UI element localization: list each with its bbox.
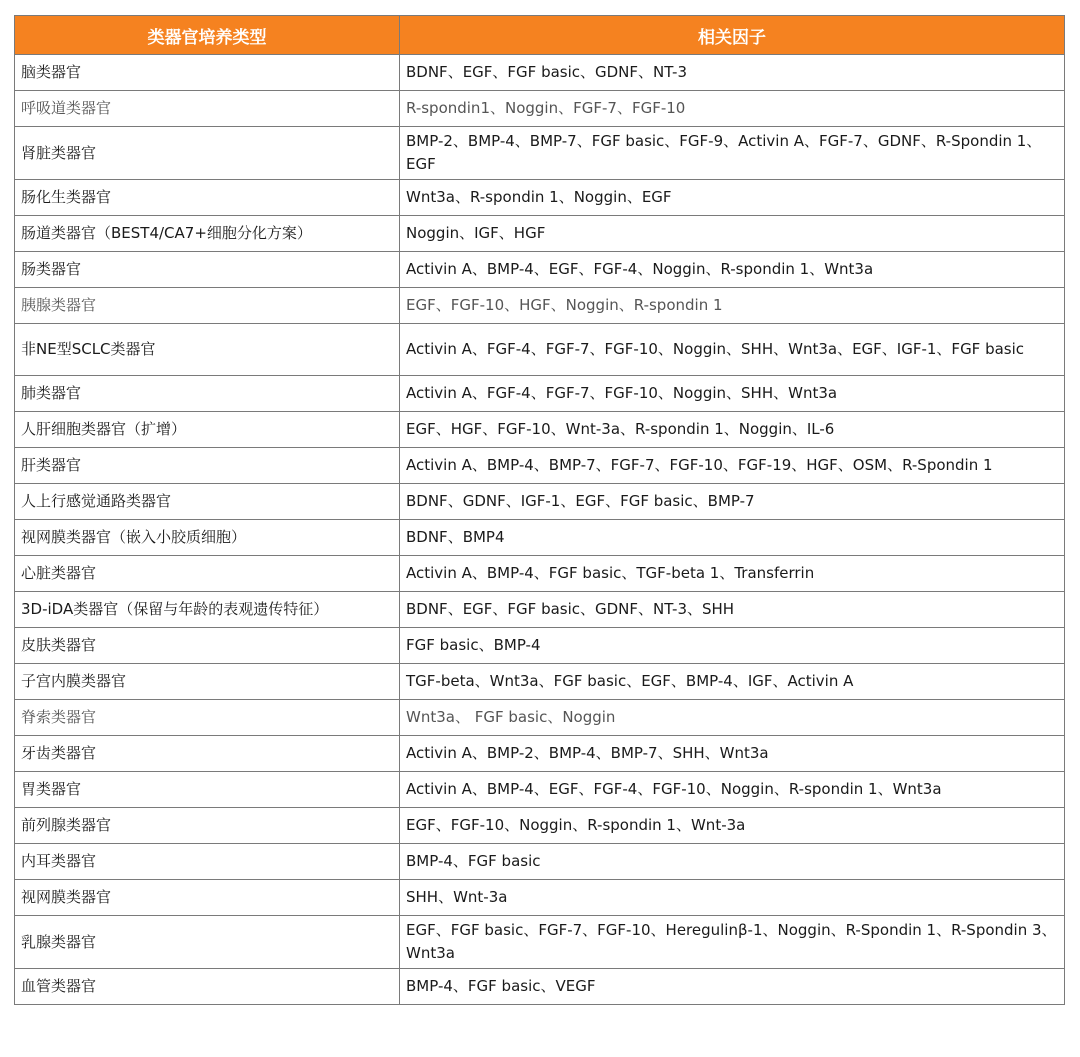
related-factors-cell: Activin A、BMP-4、EGF、FGF-4、FGF-10、Noggin、R-spondin 1、Wnt3a: [400, 772, 1065, 808]
related-factors-cell: TGF-beta、Wnt3a、FGF basic、EGF、BMP-4、IGF、Activin A: [400, 664, 1065, 700]
organoid-type-cell: 心脏类器官: [15, 556, 400, 592]
related-factors-cell: EGF、FGF basic、FGF-7、FGF-10、Heregulinβ-1、Noggin、R-Spondin 1、R-Spondin 3、Wnt3a: [400, 916, 1065, 969]
table-row: [15, 592, 1065, 628]
organoid-type-cell: 胰腺类器官: [15, 288, 400, 324]
related-factors-cell: Activin A、BMP-4、FGF basic、TGF-beta 1、Transferrin: [400, 556, 1065, 592]
table-row: [15, 376, 1065, 412]
related-factors-cell: EGF、FGF-10、Noggin、R-spondin 1、Wnt-3a: [400, 808, 1065, 844]
table-row: [15, 91, 1065, 127]
table-row: [15, 628, 1065, 664]
organoid-type-cell: 牙齿类器官: [15, 736, 400, 772]
related-factors-cell: Activin A、BMP-2、BMP-4、BMP-7、SHH、Wnt3a: [400, 736, 1065, 772]
related-factors-cell: BDNF、BMP4: [400, 520, 1065, 556]
organoid-type-cell: 脑类器官: [15, 55, 400, 91]
table-row: [15, 844, 1065, 880]
organoid-type-cell: 前列腺类器官: [15, 808, 400, 844]
table-row: [15, 969, 1065, 1005]
table-row: [15, 700, 1065, 736]
header-organoid-type: 类器官培养类型: [15, 16, 400, 55]
related-factors-cell: Activin A、BMP-4、BMP-7、FGF-7、FGF-10、FGF-19、HGF、OSM、R-Spondin 1: [400, 448, 1065, 484]
organoid-type-cell: 肾脏类器官: [15, 127, 400, 180]
table-header-row: [15, 16, 1065, 55]
table-row: [15, 127, 1065, 180]
table-row: [15, 772, 1065, 808]
organoid-type-cell: 内耳类器官: [15, 844, 400, 880]
table-row: [15, 736, 1065, 772]
factor-table-container: [14, 15, 1064, 1005]
related-factors-cell: SHH、Wnt-3a: [400, 880, 1065, 916]
table-row: [15, 252, 1065, 288]
table-row: [15, 916, 1065, 969]
organoid-factor-table: [14, 15, 1065, 1005]
related-factors-cell: EGF、FGF-10、HGF、Noggin、R-spondin 1: [400, 288, 1065, 324]
organoid-type-cell: 肠道类器官（BEST4/CA7+细胞分化方案）: [15, 216, 400, 252]
organoid-type-cell: 人上行感觉通路类器官: [15, 484, 400, 520]
table-row: [15, 520, 1065, 556]
organoid-type-cell: 肠类器官: [15, 252, 400, 288]
organoid-type-cell: 视网膜类器官: [15, 880, 400, 916]
table-row: [15, 448, 1065, 484]
related-factors-cell: Noggin、IGF、HGF: [400, 216, 1065, 252]
organoid-type-cell: 肺类器官: [15, 376, 400, 412]
related-factors-cell: EGF、HGF、FGF-10、Wnt-3a、R-spondin 1、Noggin、IL-6: [400, 412, 1065, 448]
organoid-type-cell: 肠化生类器官: [15, 180, 400, 216]
table-row: [15, 556, 1065, 592]
related-factors-cell: BMP-4、FGF basic: [400, 844, 1065, 880]
table-row: [15, 880, 1065, 916]
organoid-type-cell: 呼吸道类器官: [15, 91, 400, 127]
related-factors-cell: BMP-4、FGF basic、VEGF: [400, 969, 1065, 1005]
table-row: [15, 288, 1065, 324]
table-row: [15, 484, 1065, 520]
organoid-type-cell: 乳腺类器官: [15, 916, 400, 969]
related-factors-cell: Activin A、BMP-4、EGF、FGF-4、Noggin、R-spondin 1、Wnt3a: [400, 252, 1065, 288]
related-factors-cell: Activin A、FGF-4、FGF-7、FGF-10、Noggin、SHH、Wnt3a: [400, 376, 1065, 412]
related-factors-cell: Wnt3a、 FGF basic、Noggin: [400, 700, 1065, 736]
organoid-type-cell: 人肝细胞类器官（扩增）: [15, 412, 400, 448]
table-row: [15, 808, 1065, 844]
organoid-type-cell: 3D-iDA类器官（保留与年龄的表观遗传特征）: [15, 592, 400, 628]
table-body: [15, 55, 1065, 1005]
organoid-type-cell: 非NE型SCLC类器官: [15, 324, 400, 376]
organoid-type-cell: 视网膜类器官（嵌入小胶质细胞）: [15, 520, 400, 556]
table-row: [15, 55, 1065, 91]
related-factors-cell: BMP-2、BMP-4、BMP-7、FGF basic、FGF-9、Activin A、FGF-7、GDNF、R-Spondin 1、EGF: [400, 127, 1065, 180]
organoid-type-cell: 血管类器官: [15, 969, 400, 1005]
organoid-type-cell: 肝类器官: [15, 448, 400, 484]
organoid-type-cell: 子宫内膜类器官: [15, 664, 400, 700]
related-factors-cell: FGF basic、BMP-4: [400, 628, 1065, 664]
related-factors-cell: BDNF、EGF、FGF basic、GDNF、NT-3: [400, 55, 1065, 91]
related-factors-cell: Wnt3a、R-spondin 1、Noggin、EGF: [400, 180, 1065, 216]
table-row: [15, 216, 1065, 252]
organoid-type-cell: 脊索类器官: [15, 700, 400, 736]
organoid-type-cell: 胃类器官: [15, 772, 400, 808]
table-row: [15, 664, 1065, 700]
related-factors-cell: BDNF、GDNF、IGF-1、EGF、FGF basic、BMP-7: [400, 484, 1065, 520]
table-row: [15, 412, 1065, 448]
table-row: [15, 180, 1065, 216]
organoid-type-cell: 皮肤类器官: [15, 628, 400, 664]
header-related-factors: 相关因子: [400, 16, 1065, 55]
related-factors-cell: Activin A、FGF-4、FGF-7、FGF-10、Noggin、SHH、Wnt3a、EGF、IGF-1、FGF basic: [400, 324, 1065, 376]
related-factors-cell: BDNF、EGF、FGF basic、GDNF、NT-3、SHH: [400, 592, 1065, 628]
table-row: [15, 324, 1065, 376]
related-factors-cell: R-spondin1、Noggin、FGF-7、FGF-10: [400, 91, 1065, 127]
